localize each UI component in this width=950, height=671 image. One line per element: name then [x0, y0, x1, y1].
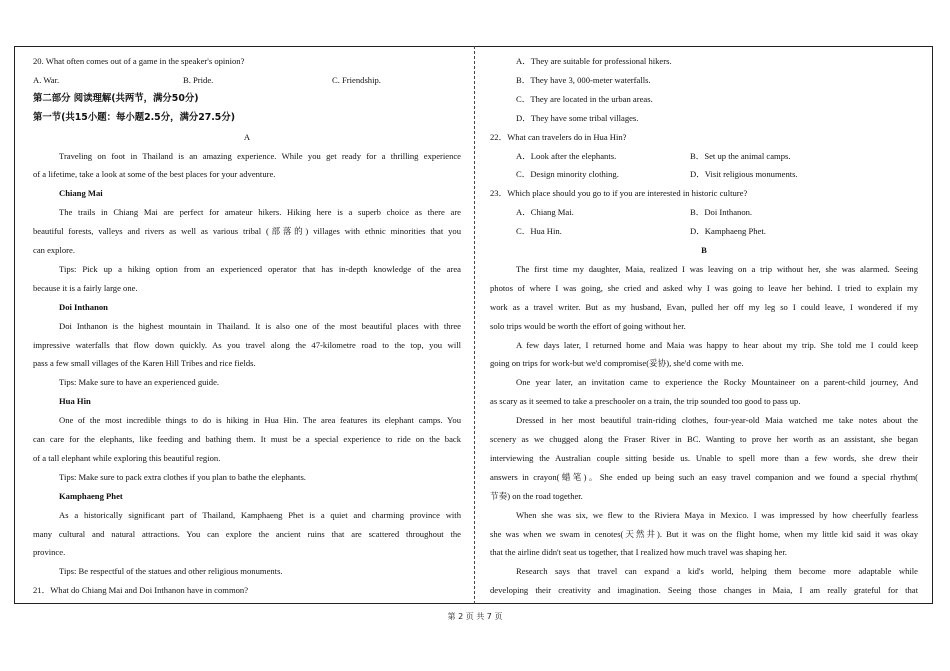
paragraph-line: When she was six, we flew to the Riviera Maya in Mexico. I was impressed by how cheerfully fearless: [516, 509, 918, 520]
option-c: C．Hua Hin.: [516, 226, 562, 237]
passage-a-label: A: [243, 131, 251, 142]
column-divider: [474, 46, 475, 604]
paragraph-line: can care for the elephants, like feeding and bathing them. It must be a special experience to ride on the back: [33, 434, 461, 445]
paragraph-line: As a historically significant part of Thailand, Kamphaeng Phet is a quiet and charming province with: [59, 509, 461, 520]
paragraph-line: work as a travel writer. But as my husband, Evan, pulled her off my leg so I could leave, I wondered if my: [490, 301, 918, 312]
tips-line: because it is a fairly large one.: [33, 282, 138, 293]
paragraph-line: Dressed in her most beautiful train-riding clothes, four-year-old Maia watched me take notes about the: [516, 415, 918, 426]
paragraph-line: of a tall elephant while exploring this beautiful region.: [33, 452, 221, 463]
option-a: A．Chiang Mai.: [516, 207, 574, 218]
question-22: 22．What can travelers do in Hua Hin?: [490, 131, 627, 142]
tips-line: Tips: Make sure to have an experienced guide.: [59, 377, 220, 388]
question-21: 21．What do Chiang Mai and Doi Inthanon have in common?: [33, 585, 249, 596]
option-b: B. Pride.: [183, 74, 214, 85]
paragraph-line: as scary as it seemed to take a preschooler on a train, the trip sounded too good to pass up.: [490, 396, 801, 407]
paragraph-line: answers in crayon(蜡笔)。She ended up being such an easy travel companion and we found a special rhythm(: [490, 471, 918, 482]
paragraph-line: One year later, an invitation came to experience the Rocky Mountaineer on a parent-child journey, And: [516, 377, 918, 388]
option-c: C．Design minority clothing.: [516, 169, 619, 180]
question-23-options: [490, 222, 918, 241]
heading-doi-inthanon: Doi Inthanon: [59, 301, 108, 312]
option-a: A．Look after the elephants.: [516, 150, 617, 161]
page-number-footer: 第 2 页 共 7 页: [447, 612, 503, 621]
question-22-options: [490, 165, 918, 184]
question-20-options: [33, 71, 461, 90]
option-a: A. War.: [33, 74, 60, 85]
question-23: 23．Which place should you go to if you are interested in historic culture?: [490, 188, 748, 199]
right-column: [490, 52, 918, 600]
question-21-option-b: B．They have 3, 000-meter waterfalls.: [516, 74, 651, 85]
option-b: B．Doi Inthanon.: [690, 207, 753, 218]
paragraph-line: beautiful forests, valleys and rivers as well as various tribal (部落的) villages with ethnic minorities that you: [33, 226, 461, 237]
paragraph-line: going on trips for work-but we'd compromise(妥协), she'd come with me.: [490, 358, 744, 369]
paragraph-line: interviewing the Australian couple sitting beside us. Unable to spell more than a few words, she drew their: [490, 452, 918, 463]
heading-chiang-mai: Chiang Mai: [59, 188, 103, 199]
intro-line: of a lifetime, take a look at some of the best places for your adventure.: [33, 169, 276, 180]
paragraph-line: Doi Inthanon is the highest mountain in Thailand. It is also one of the most beautiful places with three: [59, 320, 461, 331]
paragraph-line: pass a few small villages of the Karen Hill Tribes and rice fields.: [33, 358, 256, 369]
question-21-option-a: A．They are suitable for professional hikers.: [516, 56, 672, 66]
section-1-heading: 第一节(共15小题：每小题2.5分，满分27.5分): [33, 111, 235, 123]
question-22-options: [490, 147, 918, 166]
heading-hua-hin: Hua Hin: [59, 396, 91, 407]
question-20: 20. What often comes out of a game in the speaker's opinion?: [33, 56, 245, 66]
paragraph-line: A few days later, I returned home and Maia was happy to hear about my trip. She told me I could keep: [516, 339, 918, 350]
option-d: D．Visit religious monuments.: [690, 169, 798, 180]
paragraph-line: The first time my daughter, Maia, realized I was leaving on a trip without her, she was alarmed. Seeing: [516, 263, 918, 274]
paragraph-line: The trails in Chiang Mai are perfect for amateur hikers. Hiking here is a superb choice as there are: [59, 207, 461, 218]
paragraph-line: developing their creativity and imagination. Seeing those changes in Maia, I am really grateful for that: [490, 585, 918, 596]
left-column: [33, 52, 461, 600]
paragraph-line: scenery as we chugged along the Fraser River in BC. Wanting to prove her worth as an assistant, she began: [490, 434, 918, 445]
heading-kamphaeng-phet: Kamphaeng Phet: [59, 490, 123, 501]
question-21-option-c: C．They are located in the urban areas.: [516, 93, 653, 104]
paragraph-line: many cultural and natural attractions. You can explore the ancient ruins that are scattered throughout the: [33, 528, 461, 539]
passage-b-label: B: [701, 245, 707, 256]
paragraph-line: Research says that travel can expand a kid's world, helping them become more adaptable while: [516, 566, 918, 577]
paragraph-line: photos of where I was going, she cried and asked why I was going to leave her behind. I tried to explain my: [490, 282, 918, 293]
option-b: B．Set up the animal camps.: [690, 150, 791, 161]
paragraph-line: 节奏) on the road together.: [490, 490, 583, 501]
paragraph-line: can explore.: [33, 245, 75, 256]
tips-line: Tips: Be respectful of the statues and other religious monuments.: [59, 566, 283, 577]
paragraph-line: she was when we swam in cenotes(天然井). But it was on the flight home, when my little kid said it was okay: [490, 528, 918, 539]
paragraph-line: that the airline didn't seat us together, that I realized how much travel was shaping her.: [490, 547, 787, 558]
paragraph-line: One of the most incredible things to do is hiking in Hua Hin. The area features its elephant camps. You: [59, 415, 461, 426]
paragraph-line: province.: [33, 547, 66, 558]
question-21-option-d: D．They have some tribal villages.: [516, 112, 639, 123]
tips-line: Tips: Make sure to pack extra clothes if you plan to bathe the elephants.: [59, 471, 306, 482]
part-2-heading: 第二部分 阅读理解(共两节，满分50分): [33, 92, 199, 104]
option-c: C. Friendship.: [332, 74, 381, 85]
option-d: D．Kamphaeng Phet.: [690, 226, 766, 237]
tips-line: Tips: Pick up a hiking option from an experienced operator that has in-depth knowledge of the area: [59, 263, 461, 274]
intro-line: Traveling on foot in Thailand is an amazing experience. While you get ready for a thrilling experience: [59, 150, 461, 161]
paragraph-line: impressive waterfalls that flow down quickly. As you travel along the 47-kilometre road to the top, you will: [33, 339, 461, 350]
paragraph-line: solo trips would be worth the effort of going without her.: [490, 320, 686, 331]
question-23-options: [490, 203, 918, 222]
